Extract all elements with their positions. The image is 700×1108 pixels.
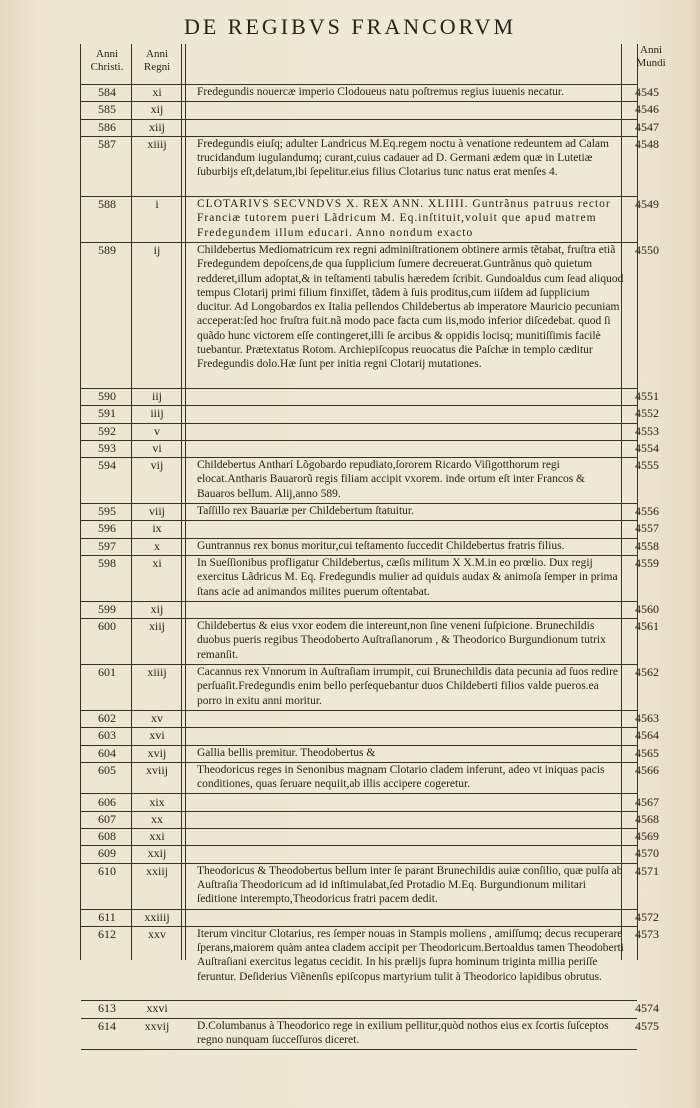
anni-christi-cell: 606 <box>98 794 116 809</box>
table-row <box>81 388 659 406</box>
anni-regni-cell: iij <box>151 389 162 403</box>
anni-regni-cell: xxvi <box>146 1001 168 1016</box>
anni-regni-cell: xij <box>150 601 164 616</box>
anni-christi-cell: 607 <box>98 811 116 826</box>
anni-christi-cell: 599 <box>98 601 116 616</box>
entry-text-cell: Theodoricus reges in Senonibus magnam Clotario cladem inferunt, adeo vt iniquas pacis conditiones, quas ſeruare nequiit,ab illis accipere cogeretur. <box>197 763 605 791</box>
anni-regni-cell: xiij <box>148 619 165 634</box>
table-row <box>81 710 659 728</box>
table-row <box>81 664 659 711</box>
anni-regni-cell: xij <box>150 102 164 117</box>
table-row <box>81 520 659 538</box>
anni-christi-cell: 614 <box>98 1018 116 1033</box>
table-row <box>81 503 659 521</box>
table-row <box>81 1018 659 1051</box>
anni-christi-cell: 587 <box>98 136 116 151</box>
anni-mundi-cell: 4548 <box>635 136 659 151</box>
table-row <box>81 601 659 619</box>
anni-christi-cell: 611 <box>98 909 116 924</box>
table-row <box>81 828 659 846</box>
entry-text-cell: Cacannus rex Vnnorum in Auſtraſiam irrumpit, cui Brunechildis data pecunia ad ſuos redire perſuaſit.Fredegundis enim bello perſequebantur duos Childeberti filios valde pueros.ea porro in exitu anni moritur. <box>197 666 619 707</box>
table-row <box>81 242 659 389</box>
anni-mundi-cell: 4552 <box>635 406 659 421</box>
anni-christi-cell: 594 <box>98 458 116 473</box>
anni-mundi-cell: 4557 <box>635 521 659 536</box>
anni-christi-cell: 605 <box>98 762 116 777</box>
anni-christi-cell: 598 <box>98 556 116 570</box>
anni-regni-cell: x <box>154 538 160 553</box>
anni-christi-cell: 588 <box>98 197 116 212</box>
anni-regni-cell: xix <box>149 794 165 809</box>
anni-mundi-cell: 4554 <box>635 440 659 455</box>
table-row <box>81 745 659 763</box>
entry-text-cell: Childebertus Mediomatricum rex regni adminiſtrationem obtinere armis tẽtabat, fruſtra etiã Fredegundem depoſcens,de qua ſupplicium ſumere decreuerat.Guntrãnus quò quietum redderet,illum adoptat,& in teſtamenti tabulis hæredem ſcribit. Gundoaldus cum ſead aliquod tempus Clotarij primi filium finxiſſet, tãdem à ſuis proditus,cum iiſdem ad ſupplicium ducitur. Ad Longobardos ex Italia pellendos Childebertus ab imperatore Mauricio pecuniam acceperat:ſed hoc fruſtra fuit.nã modo pace facta cum iis,modo inferior diſcedebat. quod ſi quãdo hunc victorem eſſe contingeret,illi ſe arcibus & oppidis locisq; munitiſſimis facilè tuebantur. Prætextatus Rotom. Archiepiſcopus reuocatus die Paſchæ in templo cæditur Fredegundis dolo.Hæ ſunt per initia regni Clotarij mutationes. <box>197 244 624 371</box>
table-row <box>81 926 659 1002</box>
anni-christi-cell: 589 <box>98 243 116 257</box>
entry-text-cell: Fredegundis eiuſq; adulter Landricus M.Eq.regem noctu à venatione redeuntem ad Calam trucidandum iugulandumq; curant,cuius cadauer ad D. Germani ædem quæ in Lutetiæ ſuburbijs eſt,delatum,ibi ſepelitur.eius filius Clotarius tunc natus erat menſes 4. <box>197 137 609 179</box>
page-title: DE REGIBVS FRANCORVM <box>183 14 517 39</box>
anni-christi-cell: 601 <box>98 665 116 680</box>
header-anni-regni: Anni Regni <box>143 48 171 73</box>
anni-mundi-cell: 4546 <box>635 102 659 117</box>
table-row <box>81 794 659 812</box>
anni-regni-cell: xv <box>151 711 163 725</box>
anni-regni-cell: xi <box>152 85 162 99</box>
anni-christi-cell: 613 <box>98 1001 116 1016</box>
entry-text-cell: CLOTARIVS SECVNDVS X. REX ANN. XLIIII. Guntrãnus patruus rector Franciæ tutorem pueri Lãdricum M. Eq.inſtituit,voluit que apud matrem Fredegundem illum educari. Anno nondum exacto <box>197 198 611 239</box>
anni-mundi-cell: 4550 <box>635 243 659 257</box>
anni-mundi-cell: 4551 <box>635 389 659 403</box>
anni-christi-cell: 595 <box>98 504 116 519</box>
anni-mundi-cell: 4564 <box>635 728 659 743</box>
anni-regni-cell: xxv <box>148 926 166 941</box>
table-row <box>81 909 659 927</box>
table-row <box>81 136 659 197</box>
anni-mundi-cell: 4545 <box>635 85 659 99</box>
anni-regni-cell: iiij <box>150 406 164 421</box>
entry-text-cell: D.Columbanus à Theodorico rege in exilium pellitur,quòd nothos eius ex ſcortis ſuſceptos regno nunquam ſucceſſuros diceret. <box>197 1019 609 1046</box>
anni-regni-cell: ix <box>152 521 162 536</box>
table-row <box>81 101 659 119</box>
anni-regni-cell: xi <box>152 556 162 570</box>
entry-text-cell: Iterum vincitur Clotarius, res ſemper nouas in Stampis moliens , amiſſumq; decus recuperare ſperans,maiorem quàm antea cladem accipit per Theodoricum.Bertoaldus tamen Theodoberti Auſtraſiani exercitus legatus cecidit. In his prælijs ſupra hominum triginta millia periſſe feruntur. Deſiderius Viẽnenſis epiſcopus martyrium tulit à Theodorico lapidibus obrutus. <box>197 927 624 983</box>
table-row <box>81 863 659 910</box>
anni-mundi-cell: 4573 <box>635 926 659 941</box>
anni-regni-cell: ij <box>153 243 161 257</box>
header-anni-christi: Anni Christi. <box>90 48 124 73</box>
anni-mundi-cell: 4562 <box>635 665 659 680</box>
table-row <box>81 457 659 504</box>
table-row <box>81 196 659 243</box>
anni-mundi-cell: 4547 <box>635 119 659 134</box>
entry-text-cell: Gallia bellis premitur. Theodobertus & <box>197 746 376 759</box>
anni-mundi-cell: 4574 <box>635 1001 659 1016</box>
table-row <box>81 762 659 795</box>
anni-mundi-cell: 4565 <box>635 745 659 760</box>
anni-christi-cell: 592 <box>98 423 116 438</box>
anni-regni-cell: xiiij <box>147 136 167 151</box>
table-row <box>81 538 659 556</box>
anni-regni-cell: i <box>155 197 159 212</box>
header-anni-mundi: Anni Mundi <box>636 44 666 69</box>
anni-regni-cell: xiij <box>148 119 165 134</box>
entry-text-cell: In Sueſſionibus profligatur Childebertus, cæſis militum X X.M.in eo prœlio. Dux regij exercitus Lãdricus M. Eq. Fredegundis mulier ad quiduis audax & animoſa ſemper in prima ſtans acie ad animandos milites puerum oſtentabat. <box>197 557 618 598</box>
anni-christi-cell: 608 <box>98 829 116 844</box>
anni-mundi-cell: 4567 <box>635 794 659 809</box>
table-row <box>81 555 659 602</box>
anni-christi-cell: 604 <box>98 745 116 760</box>
anni-mundi-cell: 4569 <box>635 829 659 844</box>
table-row <box>81 811 659 829</box>
anni-mundi-cell: 4568 <box>635 811 659 826</box>
table-row <box>81 119 659 137</box>
anni-regni-cell: xviij <box>145 762 168 777</box>
anni-christi-cell: 591 <box>98 406 116 421</box>
anni-regni-cell: vi <box>152 440 162 455</box>
anni-regni-cell: vij <box>150 458 164 473</box>
anni-christi-cell: 584 <box>98 85 116 99</box>
anni-mundi-cell: 4572 <box>635 909 659 924</box>
anni-christi-cell: 585 <box>98 102 116 117</box>
anni-regni-cell: xxvij <box>144 1018 170 1033</box>
anni-mundi-cell: 4553 <box>635 423 659 438</box>
anni-regni-cell: xvi <box>149 728 165 743</box>
anni-christi-cell: 612 <box>98 926 116 941</box>
table-row <box>81 423 659 441</box>
anni-regni-cell: xiiij <box>147 665 167 680</box>
anni-mundi-cell: 4549 <box>635 197 659 212</box>
anni-mundi-cell: 4561 <box>635 619 659 634</box>
table-header <box>81 44 666 85</box>
anni-mundi-cell: 4566 <box>635 762 659 777</box>
anni-christi-cell: 596 <box>98 521 116 536</box>
entry-text-cell: Fredegundis nouercæ imperio Clodoueus natu poſtremus regius iuuenis necatur. <box>197 86 564 98</box>
entry-text-cell: Childebertus Antharí Lõgobardo repudiato,ſororem Ricardo Viſigotthorum regi elocat.Antharis Bauarorũ regis filiam accipit vxorem. inde ortum eſt inter Francos & Bauaros bellum. Alij,anno 589. <box>197 459 586 500</box>
anni-regni-cell: xvij <box>147 745 167 760</box>
anni-christi-cell: 597 <box>98 538 116 553</box>
anni-christi-cell: 590 <box>98 389 116 403</box>
table-row <box>81 727 659 745</box>
table-row <box>81 440 659 458</box>
anni-mundi-cell: 4555 <box>635 458 659 473</box>
table-row <box>81 618 659 665</box>
anni-regni-cell: xxij <box>147 846 167 861</box>
anni-mundi-cell: 4571 <box>635 863 659 878</box>
anni-christi-cell: 600 <box>98 619 116 634</box>
entry-text-cell: Theodoricus & Theodobertus bellum inter ſe parant Brunechildis auiæ conſilio, quæ pulſa ab Auſtraſia Theodoricum ad id inſtimulabat,ſed Protadio M.Eq. Burgundionum militari ſeditione interempto,Theodoricus fratri pacem dedit. <box>197 864 623 906</box>
anni-mundi-cell: 4570 <box>635 846 659 861</box>
anni-mundi-cell: 4558 <box>635 538 659 553</box>
chronology-table <box>80 44 666 1046</box>
anni-christi-cell: 603 <box>98 728 116 743</box>
anni-mundi-cell: 4575 <box>635 1018 659 1033</box>
entry-text-cell: Guntrannus rex bonus moritur,cui teſtamento ſuccedit Childebertus fratris filius. <box>197 539 565 552</box>
anni-regni-cell: v <box>154 423 160 438</box>
table-row <box>81 405 659 423</box>
anni-mundi-cell: 4556 <box>635 504 659 519</box>
anni-regni-cell: viij <box>148 504 165 519</box>
anni-mundi-cell: 4563 <box>635 711 659 725</box>
anni-christi-cell: 586 <box>98 119 116 134</box>
anni-christi-cell: 609 <box>98 846 116 861</box>
anni-regni-cell: xxi <box>149 829 165 844</box>
anni-regni-cell: xxiij <box>145 863 168 878</box>
anni-regni-cell: xx <box>151 811 163 826</box>
anni-christi-cell: 593 <box>98 440 116 455</box>
table-row <box>81 1000 659 1018</box>
anni-regni-cell: xxiiij <box>144 909 170 924</box>
anni-christi-cell: 602 <box>98 711 116 725</box>
table-row <box>81 845 659 863</box>
entry-text-cell: Taſſillo rex Bauariæ per Childebertum ſtatuitur. <box>197 505 415 518</box>
table-row <box>81 84 659 102</box>
anni-mundi-cell: 4560 <box>635 601 659 616</box>
entry-text-cell: Childebertus & eius vxor eodem die intereunt,non ſine veneni ſuſpicione. Brunechildis duobus pueris regibus Theodoberto Auſtraſianorum , & Theodorico Burgundionum tutrix remanſit. <box>197 620 606 661</box>
anni-mundi-cell: 4559 <box>635 556 659 570</box>
anni-christi-cell: 610 <box>98 863 116 878</box>
